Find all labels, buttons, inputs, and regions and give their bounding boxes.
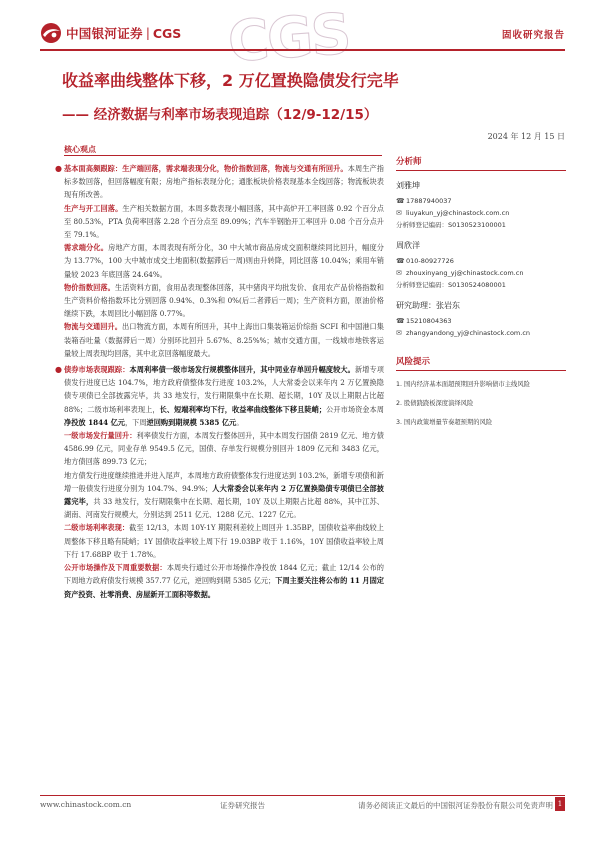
local-debt-text-2: 共 33 地发行，发行期限集中在长期、超长期，10Y 及以上期限占比超 88%，其中江苏、湖南、河南发行规模大，分别达到 2511 亿元、1288 亿元、1227 亿元。	[64, 497, 384, 520]
footer-disclaimer: 请务必阅读正文最后的中国银河证券股份有限公司免责声明	[358, 801, 553, 810]
sidebar	[396, 155, 566, 437]
analyst-phone	[396, 255, 566, 267]
page-header	[0, 0, 595, 76]
analyst-name: 周欣洋	[396, 241, 420, 250]
phone-icon: ☎	[396, 197, 405, 205]
analyst-name: 刘雅坤	[396, 181, 420, 190]
footer-report-type: 证券研究报告	[220, 801, 265, 810]
core-views-label: 核心观点	[64, 145, 96, 154]
local-debt-text-1: 地方债发行进度继续推进并进入尾声，本周地方政府债整体发行进度达到 103.2%，新增专项债和新增一般债发行进度分别为 104.7%、94.9%；	[64, 470, 384, 493]
risk-item: 2. 股债跷跷板深度演绎风险	[396, 400, 474, 407]
open-market-bold: 下周主要关注将公布的 11 月固定资产投资、社零消费、房屋新开工面积等数据。	[64, 576, 384, 599]
core-views-rule	[64, 155, 382, 156]
bond-market-bold-4: 逆回购到期规模 5385 亿元	[146, 417, 237, 427]
analyst-card	[396, 300, 566, 339]
analyst-phone	[396, 195, 566, 207]
report-subtitle: —— 经济数据与利率市场表现追踪（12/9-12/15）	[62, 107, 378, 123]
paragraph-prices	[64, 281, 384, 321]
footer-website-link[interactable]: www.chinastock.com.cn	[40, 800, 132, 809]
primary-market-text: 利率债发行方面，本周发行整体回升，其中本周发行国债 2819 亿元、地方债 4586.99 亿元，同业存单 9549.5 亿元，国债、存单发行规模分别回升 1809 亿元和 3483 亿元，地方债回落 899.73 亿元；	[64, 431, 384, 467]
production-heading: 生产与开工回落。	[64, 203, 123, 213]
report-date: 2024 年 12 月 15 日	[487, 132, 565, 141]
analyst-email[interactable]	[396, 207, 566, 219]
analyst-email[interactable]	[396, 267, 566, 279]
analyst-phone-value: 15210804363	[406, 317, 452, 325]
analyst-registration-value: 分析师登记编码：S0130524080001	[396, 281, 506, 289]
logo-separator: |	[145, 26, 150, 40]
prices-text: 生活资料方面，食用品表现整体回落，其中猪肉平均批发价、食用农产品价格指数和生产资料价格指数环比分别回落 0.94%、0.3%和 0%(后二者滞后一周)；生产资料方面，原油价格继续下跌，本周回比小幅回落 0.77%。	[64, 282, 384, 319]
phone-icon: ☎	[396, 317, 405, 325]
logistics-text: 出口物流方面，本周有所回升，其中上海出口集装箱运价综指 SCFI 和中国港口集装箱吞吐量（数据滞后一周）分别环比回升 5.67%、8.25%%；城市交通方面，一线城市地铁客运量较上周表现均回落，其中北京回落幅度最大。	[64, 322, 384, 358]
bond-market-text-3: ，下周	[124, 417, 147, 427]
analyst-phone-value: 010-80927726	[406, 257, 454, 265]
paragraph-fundamentals	[55, 162, 384, 202]
bond-market-text-2: 公开市场资金本周	[326, 404, 384, 414]
paragraph-local-debt	[64, 469, 384, 522]
analyst-registration	[396, 279, 566, 291]
analyst-phone	[396, 315, 566, 327]
analyst-phone-value: 17887940037	[406, 197, 452, 205]
analyst-email[interactable]	[396, 327, 566, 339]
bond-market-heading: 债券市场表现跟踪：	[64, 365, 130, 375]
analyst-registration	[396, 219, 566, 231]
risk-heading: 风险提示	[396, 355, 566, 371]
paragraph-primary-market	[64, 429, 384, 469]
analyst-name: 研究助理：张岩东	[396, 301, 460, 310]
email-icon: ✉	[396, 269, 402, 277]
email-icon: ✉	[396, 209, 402, 217]
analyst-registration-value: 分析师登记编码：S0130523100001	[396, 221, 506, 229]
open-market-text: 本周央行通过公开市场操作净投放 1844 亿元；截止 12/14 公布的下周地方政府债发行规模 357.77 亿元，逆回购到期 5385 亿元；	[64, 563, 384, 586]
footer-rule	[40, 795, 565, 796]
fundamentals-heading: 基本面高频跟踪：生产端回落，需求端表现分化，物价指数回落，物流与交通有所回升。	[64, 164, 348, 173]
paragraph-secondary-market	[64, 521, 384, 561]
secondary-market-heading: 二级市场利率表现：	[64, 523, 130, 533]
report-title: 收益率曲线整体下移，2 万亿置换隐债发行完毕	[62, 71, 399, 90]
analyst-card	[396, 180, 566, 231]
report-type: 固收研究报告	[501, 30, 565, 41]
phone-icon: ☎	[396, 257, 405, 265]
logistics-heading: 物流与交通回升。	[64, 322, 122, 332]
prices-heading: 物价指数回落。	[64, 282, 115, 292]
risk-list	[396, 380, 566, 427]
logo-cgs: CGS	[152, 25, 182, 41]
analyst-heading: 分析师	[396, 155, 566, 171]
demand-heading: 需求端分化。	[64, 243, 109, 253]
bond-market-bold-2: 长、短端利率均下行，收益率曲线整体下移且陡峭；	[159, 404, 327, 414]
email-icon: ✉	[396, 329, 402, 337]
fundamentals-text: 本周生产指标多数回落，但回落幅度有限；房地产指标表现分化；通胀板块价格表现基本全线回落；物流板块表现有所改善。	[64, 164, 384, 200]
analyst-card	[396, 240, 566, 291]
analyst-email-value[interactable]: zhouxinyang_yj@chinastock.com.cn	[406, 269, 524, 277]
bond-market-bold-1: 本周利率债一级市场发行规模整体回升，其中同业存单回升幅度较大。	[129, 365, 355, 375]
galaxy-logo-icon	[40, 22, 62, 44]
bond-market-text-1: 新增专项债发行进度已达 104.7%，地方政府债整体发行进度 103.2%，人大常委会以来年内 2 万亿置换隐债专项债已全部披露完毕，共 33 地发行，发行期限集中在长期、超长期，10Y 及以上期限占比超 88%；二级市场利率表现上，	[64, 365, 384, 414]
main-content	[55, 162, 384, 601]
bond-market-bold-3: 净投放 1844 亿元	[64, 417, 125, 427]
page-number: 1	[555, 797, 565, 811]
local-debt-bold: 人大常委会以来年内 2 万亿置换隐债专项债已全部披露完毕，	[64, 483, 384, 507]
analyst-email-value[interactable]: zhangyandong_yj@chinastock.com.cn	[406, 329, 531, 337]
header-rule	[40, 49, 565, 51]
risk-item: 3. 国内政策增量节奏超预期的风险	[396, 419, 493, 426]
paragraph-logistics	[64, 320, 384, 360]
company-logo	[40, 22, 181, 44]
paragraph-production	[64, 202, 384, 242]
production-text: 生产相关数据方面，本周多数表现小幅回落，其中高炉开工率回落 0.92 个百分点至 80.53%，PTA 负荷率回落 2.28 个百分点至 89.09%；汽车半钢胎开工率回升 0.08 个百分点升至 79.1%。	[64, 203, 384, 240]
bullet-icon: ●	[55, 164, 62, 173]
paragraph-bond-market	[55, 363, 384, 429]
primary-market-heading: 一级市场发行量回升：	[64, 431, 137, 441]
paragraph-demand	[64, 241, 384, 281]
bullet-icon: ●	[55, 365, 62, 375]
risk-item: 1. 国内经济基本面超预期回升影响债市主线风险	[396, 381, 530, 388]
secondary-market-text: 截至 12/13，本周 10Y-1Y 期限利差较上周回升 1.35BP，国债收益率曲线较上周整体下移且略有陡峭；1Y 国债收益率较上周下行 19.03BP 收于 1.16%，10Y 国债收益率较上周下行 17.68BP 收于 1.78%。	[64, 523, 384, 559]
logo-text: 中国银河证券	[66, 26, 143, 41]
open-market-heading: 公开市场操作及下周重要数据：	[64, 563, 167, 573]
cgs-watermark: CGS	[225, 1, 352, 76]
bond-market-text-4: 。	[236, 417, 244, 427]
paragraph-open-market	[64, 561, 384, 601]
analyst-email-value[interactable]: liuyakun_yj@chinastock.com.cn	[406, 209, 510, 217]
demand-text: 房地产方面，本周表现有所分化，30 中大城市商品房成交面积继续同比回升，幅度分为 13.77%，100 大中城市成交土地面积(数据滞后一周)则由升转降，同比回落 10.04%；乘用车销量较 2023 年底回落 24.64%。	[64, 243, 384, 279]
